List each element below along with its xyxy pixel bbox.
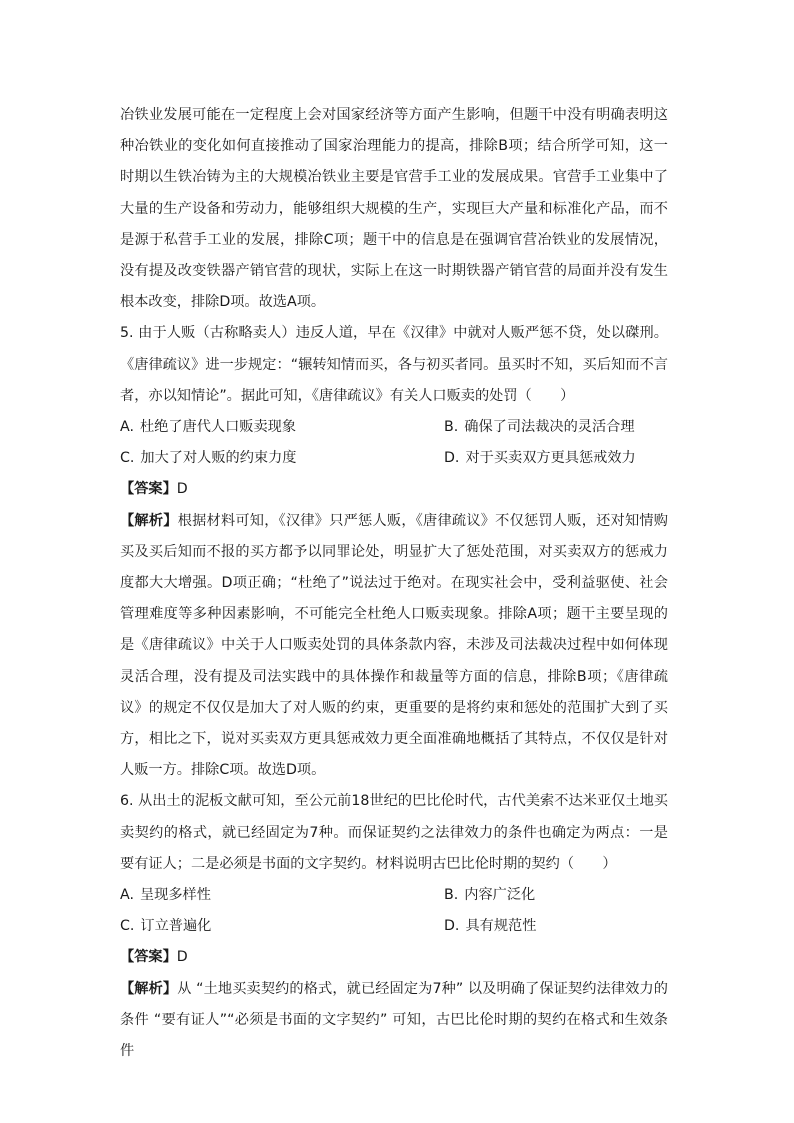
answer-label: 【答案】 xyxy=(120,481,177,498)
option-letter: B. xyxy=(444,887,459,904)
question-5-analysis xyxy=(120,506,668,787)
analysis-label: 【解析】 xyxy=(120,512,178,529)
question-6-options xyxy=(120,880,668,942)
answer-value: D xyxy=(176,949,188,966)
question-5-options xyxy=(120,412,668,474)
question-6-option-d[interactable] xyxy=(444,911,668,942)
answer-label: 【答案】 xyxy=(120,949,177,966)
analysis-label: 【解析】 xyxy=(120,980,178,997)
option-text: 内容广泛化 xyxy=(464,887,536,904)
question-6-option-b[interactable] xyxy=(444,880,668,911)
question-6-stem: 6. 从出土的泥板文献可知，至公元前18世纪的巴比伦时代，古代美索不达米亚仅土地买卖契约的格式，就已经固定为7种。而保证契约之法律效力的条件也确定为两点：一是要有证人；二是必须是书面的文字契约。材料说明古巴比伦时期的契约（ ） xyxy=(120,793,668,872)
option-letter: D. xyxy=(444,918,460,935)
option-text: 具有规范性 xyxy=(465,918,537,935)
analysis-text: 根据材料可知，《汉律》只严惩人贩，《唐律疏议》不仅惩罚人贩，还对知情购买及买后知而不报的买方都予以同罪论处，明显扩大了惩处范围，对买卖双方的惩戒力度都大大增强。D项正确；“杜绝了”说法过于绝对。在现实社会中，受利益驱使、社会管理难度等多种因素影响，不可能完全杜绝人口贩卖现象。排除A项；题干主要呈现的是《唐律疏议》中关于人口贩卖处罚的具体条款内容，未涉及司法裁决过程中如何体现灵活合理，没有提及司法实践中的具体操作和裁量等方面的信息，排除B项；《唐律疏议》的规定不仅仅是加大了对人贩的约束，更重要的是将约束和惩处的范围扩大到了买方，相比之下，说对买卖双方更具惩戒效力更全面准确地概括了其特点，不仅仅是针对人贩一方。排除C项。故选D项。 xyxy=(120,512,668,779)
question-5-option-a[interactable] xyxy=(120,412,444,443)
question-6-answer xyxy=(120,942,668,973)
document-page xyxy=(120,100,668,1067)
option-letter: A. xyxy=(120,419,134,436)
question-5-option-d[interactable] xyxy=(444,443,668,474)
analysis-text: 从 “土地买卖契约的格式，就已经固定为7种” 以及明确了保证契约法律效力的条件 “要有证人”“必须是书面的文字契约” 可知，古巴比伦时期的契约在格式和生效条件 xyxy=(120,980,668,1060)
question-5-answer xyxy=(120,474,668,505)
option-text: 呈现多样性 xyxy=(139,887,211,904)
option-letter: A. xyxy=(120,887,134,904)
option-text: 加大了对人贩的约束力度 xyxy=(140,450,297,467)
previous-explanation-continuation: 冶铁业发展可能在一定程度上会对国家经济等方面产生影响，但题干中没有明确表明这种冶铁业的变化如何直接推动了国家治理能力的提高，排除B项；结合所学可知，这一时期以生铁冶铸为主的大规模冶铁业主要是官营手工业的发展成果。官营手工业集中了大量的生产设备和劳动力，能够组织大规模的生产，实现巨大产量和标准化产品，而不是源于私营手工业的发展，排除C项；题干中的信息是在强调官营冶铁业的发展情况，没有提及改变铁器产销官营的现状，实际上在这一时期铁器产销官营的局面并没有发生根本改变，排除D项。故选A项。 xyxy=(120,107,668,311)
question-6-analysis xyxy=(120,974,668,1068)
option-letter: D. xyxy=(444,450,460,467)
answer-value: D xyxy=(176,481,188,498)
option-letter: C. xyxy=(120,918,135,935)
question-5-option-c[interactable] xyxy=(120,443,444,474)
option-letter: C. xyxy=(120,450,135,467)
question-5-option-b[interactable] xyxy=(444,412,668,443)
option-text: 杜绝了唐代人口贩卖现象 xyxy=(139,419,297,436)
option-letter: B. xyxy=(444,419,459,436)
question-6-option-a[interactable] xyxy=(120,880,444,911)
question-5-stem: 5. 由于人贩（古称略卖人）违反人道，早在《汉律》中就对人贩严惩不贷，处以磔刑。《唐律疏议》进一步规定：“辗转知情而买，各与初买者同。虽买时不知，买后知而不言者，亦以知情论”。据此可知，《唐律疏议》有关人口贩卖的处罚（ ） xyxy=(120,325,668,404)
option-text: 对于买卖双方更具惩戒效力 xyxy=(465,450,636,467)
option-text: 订立普遍化 xyxy=(140,918,212,935)
option-text: 确保了司法裁决的灵活合理 xyxy=(464,419,635,436)
question-6-option-c[interactable] xyxy=(120,911,444,942)
